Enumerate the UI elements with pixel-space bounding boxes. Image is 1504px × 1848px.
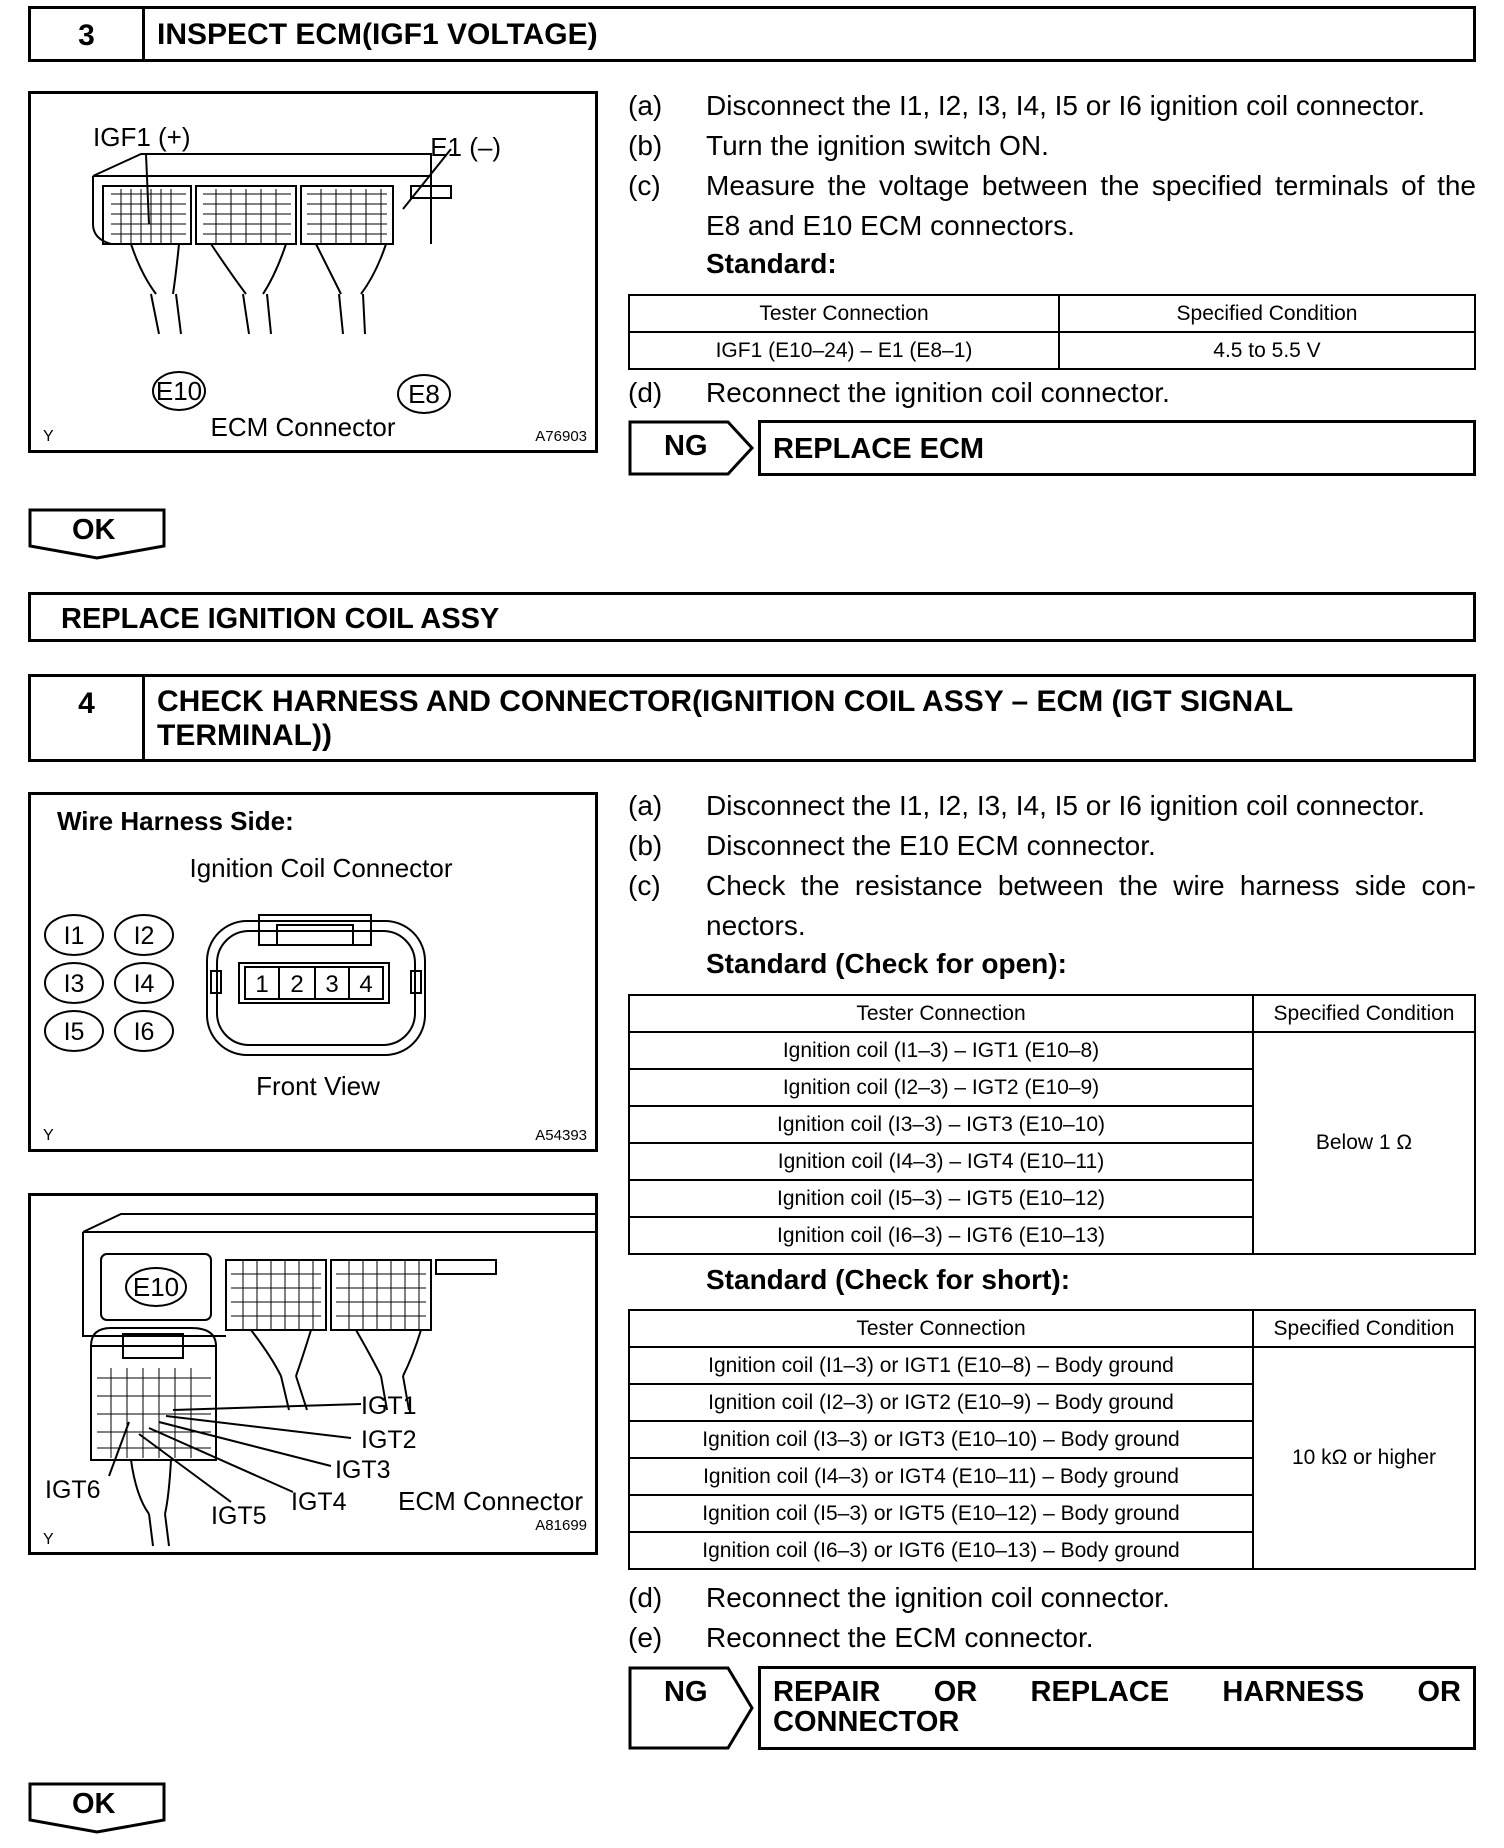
table-cell: Ignition coil (I4–3) or IGT4 (E10–11) – Body ground: [629, 1458, 1253, 1495]
table-header: Tester Connection: [629, 1310, 1253, 1347]
instruction-text: Disconnect the I1, I2, I3, I4, I5 or I6 ignition coil connector.: [706, 90, 1426, 121]
pin-label-4: 4: [359, 971, 373, 998]
table-header: Specified Condition: [1253, 1310, 1475, 1347]
table-header: Specified Condition: [1059, 295, 1475, 332]
label-e1: E1 (–): [430, 132, 501, 162]
ecm-igt-connector-diagram: [31, 1196, 595, 1552]
step4-number: 4: [31, 677, 145, 759]
instruction-label: (d): [628, 377, 663, 408]
pin-label-1: 1: [255, 971, 269, 998]
table-cell-condition: Below 1 Ω: [1253, 1032, 1475, 1254]
table-cell: Ignition coil (I1–3) – IGT1 (E10–8): [629, 1032, 1253, 1069]
instruction-text: Disconnect the E10 ECM connector.: [706, 830, 1156, 861]
table-cell: Ignition coil (I4–3) – IGT4 (E10–11): [629, 1143, 1253, 1180]
label-e10: E10: [132, 1272, 180, 1302]
step4-standard-open-label: Standard (Check for open):: [706, 948, 1067, 979]
table-header-row: [629, 1310, 1475, 1347]
coil-label-i6: I6: [133, 1018, 155, 1046]
instruction-label: (a): [628, 90, 663, 121]
pin-label-3: 3: [325, 971, 339, 998]
table-cell: Ignition coil (I6–3) – IGT6 (E10–13): [629, 1217, 1253, 1254]
step3-title: INSPECT ECM(IGF1 VOLTAGE): [157, 18, 598, 51]
instruction-text: Turn the ignition switch ON.: [706, 130, 1049, 161]
ecm-connector-diagram: [31, 94, 595, 450]
instruction-text: Reconnect the ECM connector.: [706, 1622, 1094, 1653]
step3-spec-table: [628, 294, 1476, 370]
table-header-row: [629, 995, 1475, 1032]
step4-title: CHECK HARNESS AND CONNECTOR(IGNITION COIL ASSY – ECM (IGT SIGNAL TERMINAL)): [157, 685, 1293, 752]
ng-label: NG: [664, 430, 708, 462]
step3-header: [28, 6, 1476, 62]
table-header: Tester Connection: [629, 295, 1059, 332]
instruction-label: (c): [628, 170, 661, 201]
ng-action-box: [758, 420, 1476, 476]
ng-label: NG: [664, 1676, 708, 1708]
step4-open-table: [628, 994, 1476, 1255]
wire-harness-heading: Wire Harness Side:: [57, 806, 294, 836]
ng-action-text: REPLACE ECM: [773, 433, 985, 465]
label-igt6: IGT6: [45, 1476, 101, 1504]
table-cell: Ignition coil (I2–3) or IGT2 (E10–9) – Body ground: [629, 1384, 1253, 1421]
ng-action-text: REPAIR OR REPLACE HARNESS OR CONNECTOR: [773, 1676, 1461, 1738]
table-cell: IGF1 (E10–24) – E1 (E8–1): [629, 332, 1059, 369]
step4-figure-ignition-coil-connector: [28, 792, 598, 1152]
corner-y: Y: [43, 428, 54, 445]
instruction-text: Reconnect the ignition coil connector.: [706, 1582, 1170, 1613]
step4-instruction-a: [628, 786, 1476, 826]
coil-label-i3: I3: [63, 970, 85, 998]
table-cell: Ignition coil (I5–3) or IGT5 (E10–12) – Body ground: [629, 1495, 1253, 1532]
step4-header: [28, 674, 1476, 762]
table-cell-condition: 10 kΩ or higher: [1253, 1347, 1475, 1569]
table-row: [629, 332, 1475, 369]
label-igt4: IGT4: [291, 1488, 347, 1516]
label-e10: E10: [155, 376, 203, 406]
figure-caption: ECM Connector: [398, 1486, 583, 1516]
replace-box-text: REPLACE IGNITION COIL ASSY: [61, 603, 500, 635]
figure-ref-code: A76903: [535, 428, 587, 445]
step4-ok-box: [28, 1782, 168, 1834]
instruction-label: (d): [628, 1582, 663, 1613]
ignition-coil-connector-diagram: [31, 795, 595, 1149]
step3-instruction-a: [628, 86, 1476, 126]
instruction-text: Check the resistance between the wire harness side con- nectors.: [706, 870, 1476, 941]
figure-ref-code: A81699: [535, 1517, 587, 1534]
step3-instruction-b: [628, 126, 1476, 166]
ng-action-box: [758, 1666, 1476, 1750]
step3-instruction-d: [628, 373, 1476, 413]
ok-label: OK: [72, 1788, 116, 1820]
table-row: [629, 1347, 1475, 1384]
figure-caption: ECM Connector: [210, 412, 396, 442]
table-cell: Ignition coil (I3–3) or IGT3 (E10–10) – Body ground: [629, 1421, 1253, 1458]
instruction-text: Reconnect the ignition coil connector.: [706, 377, 1170, 408]
table-cell: Ignition coil (I6–3) or IGT6 (E10–13) – Body ground: [629, 1532, 1253, 1569]
instruction-label: (b): [628, 830, 663, 861]
label-igt3: IGT3: [335, 1456, 391, 1484]
step4-short-table: [628, 1309, 1476, 1570]
table-row: [629, 1032, 1475, 1069]
coil-label-i2: I2: [133, 922, 155, 950]
ok-label: OK: [72, 514, 116, 546]
step4-instruction-e: [628, 1618, 1476, 1658]
step4-instruction-b: [628, 826, 1476, 866]
table-header: Specified Condition: [1253, 995, 1475, 1032]
step4-instruction-c: [628, 866, 1476, 946]
step4-figure-ecm-connector: [28, 1193, 598, 1555]
connector-title: Ignition Coil Connector: [189, 853, 453, 883]
label-igt2: IGT2: [361, 1426, 417, 1454]
instruction-label: (c): [628, 870, 661, 901]
label-igf1: IGF1 (+): [93, 122, 191, 152]
step4-ng-row: [628, 1666, 1476, 1750]
step3-ok-box: [28, 508, 168, 560]
step4-standard-short-label: Standard (Check for short):: [706, 1264, 1071, 1295]
pin-label-2: 2: [290, 971, 304, 998]
coil-label-i4: I4: [133, 970, 155, 998]
step3-ng-row: [628, 420, 1476, 476]
replace-ignition-coil-box: [28, 592, 1476, 642]
corner-y: Y: [43, 1127, 54, 1144]
step3-standard-label: Standard:: [706, 248, 837, 279]
table-cell: Ignition coil (I3–3) – IGT3 (E10–10): [629, 1106, 1253, 1143]
instruction-label: (a): [628, 790, 663, 821]
table-cell: Ignition coil (I5–3) – IGT5 (E10–12): [629, 1180, 1253, 1217]
step3-instruction-c: [628, 166, 1476, 246]
instruction-text: Measure the voltage between the specified terminals of the E8 and E10 ECM connectors.: [706, 170, 1476, 241]
figure-ref-code: A54393: [535, 1127, 587, 1144]
corner-y: Y: [43, 1531, 54, 1548]
label-igt1: IGT1: [361, 1392, 417, 1420]
instruction-label: (b): [628, 130, 663, 161]
step3-figure-ecm-connector: [28, 91, 598, 453]
step4-instruction-d: [628, 1578, 1476, 1618]
instruction-label: (e): [628, 1622, 663, 1653]
front-view-label: Front View: [256, 1071, 380, 1101]
table-cell: Ignition coil (I2–3) – IGT2 (E10–9): [629, 1069, 1253, 1106]
label-e8: E8: [408, 379, 440, 409]
instruction-text: Disconnect the I1, I2, I3, I4, I5 or I6 ignition coil connector.: [706, 790, 1426, 821]
coil-label-i5: I5: [63, 1018, 85, 1046]
label-igt5: IGT5: [211, 1502, 267, 1530]
table-cell: 4.5 to 5.5 V: [1059, 332, 1475, 369]
table-header-row: [629, 295, 1475, 332]
table-header: Tester Connection: [629, 995, 1253, 1032]
coil-label-i1: I1: [63, 922, 85, 950]
table-cell: Ignition coil (I1–3) or IGT1 (E10–8) – Body ground: [629, 1347, 1253, 1384]
step3-number: 3: [31, 9, 145, 59]
